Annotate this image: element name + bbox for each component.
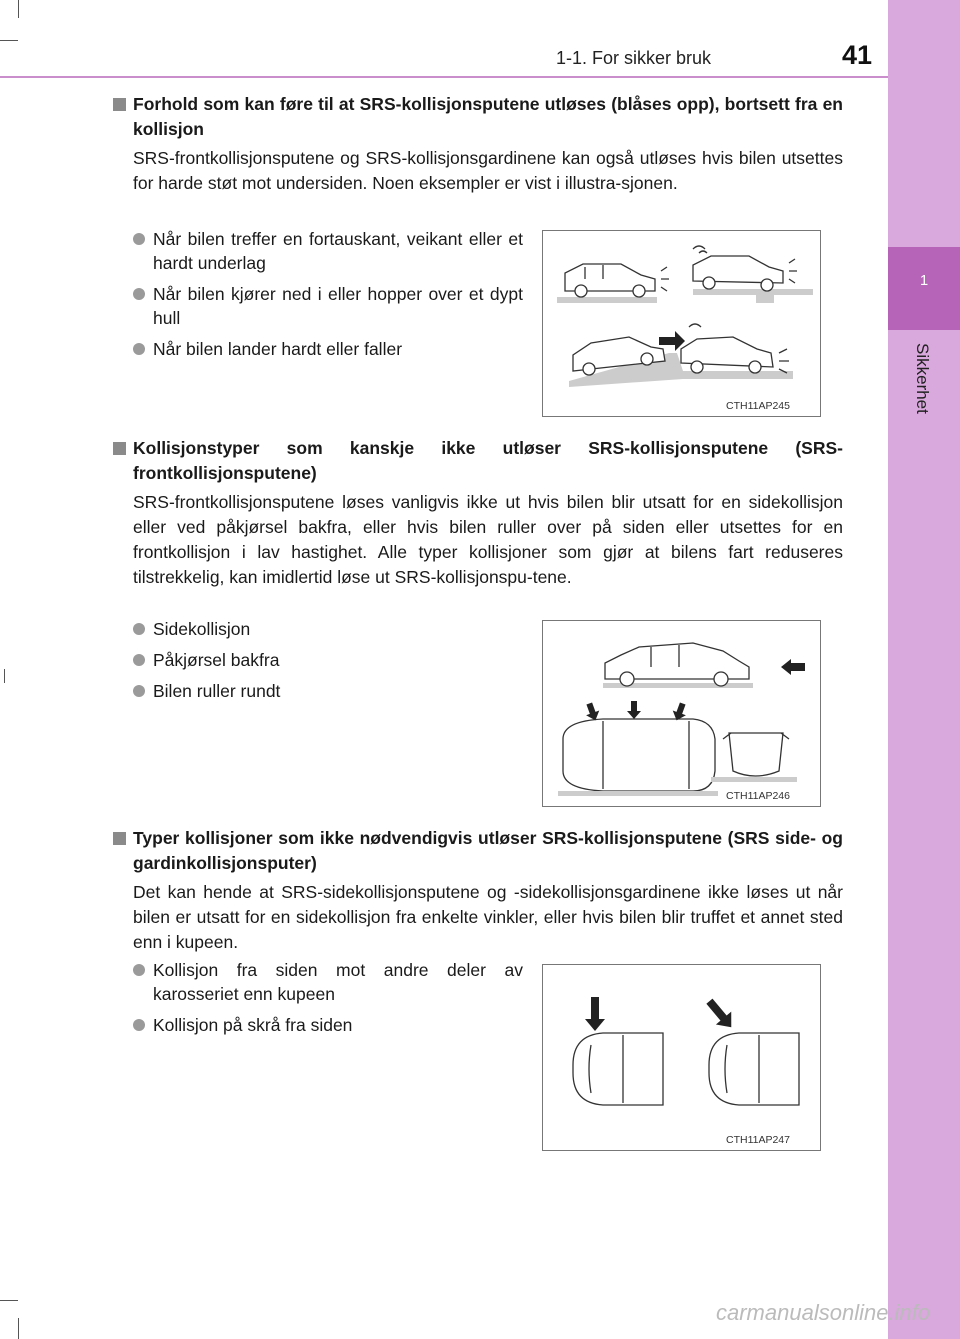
section-paragraph: SRS-frontkollisjonsputene løses vanligvis ikke ut hvis bilen blir utsatt for en sidekollisjon eller ved påkjørsel bakfra, eller hvis bilen ruller over på siden eller utsettes for en frontkollisjon i lav hastighet. Alle typer kollisjoner som gjør at bilens fart reduseres tilstrekkelig, kan imidlertid løse ut SRS-kollisjonspu-tene. bbox=[133, 492, 843, 587]
header-rule bbox=[0, 76, 888, 78]
illustration-ground-impact bbox=[542, 230, 821, 417]
chapter-sidebar bbox=[888, 0, 960, 1339]
chapter-name: Sikkerhet bbox=[913, 343, 932, 414]
bullet-dot-icon bbox=[133, 964, 145, 976]
bullet-list-3 bbox=[133, 958, 523, 1044]
list-item-text: Påkjørsel bakfra bbox=[153, 650, 280, 670]
section-title: 1-1. For sikker bruk bbox=[556, 48, 712, 68]
heading-text: Typer kollisjoner som ikke nødvendigvis utløser SRS-kollisjonsputene (SRS side- og gardinkollisjonsputer) bbox=[133, 828, 843, 873]
list-item bbox=[133, 648, 523, 672]
bullet-dot-icon bbox=[133, 623, 145, 635]
crop-mark bbox=[4, 669, 5, 683]
bullet-dot-icon bbox=[133, 654, 145, 666]
car-impact-drawing bbox=[543, 231, 820, 416]
list-item bbox=[133, 227, 523, 275]
square-bullet-icon bbox=[113, 98, 126, 111]
page-number: 41 bbox=[842, 40, 873, 70]
bullet-dot-icon bbox=[133, 288, 145, 300]
list-item-text: Sidekollisjon bbox=[153, 619, 251, 639]
car-side-angle-drawing bbox=[543, 965, 820, 1150]
bullet-dot-icon bbox=[133, 343, 145, 355]
heading-text: Kollisjonstyper som kanskje ikke utløser SRS-kollisjonsputene (SRS-frontkollisjonsputene) bbox=[133, 438, 843, 483]
square-bullet-icon bbox=[113, 442, 126, 455]
list-item bbox=[133, 282, 523, 330]
section-2 bbox=[113, 436, 843, 590]
figure-code: CTH11AP245 bbox=[725, 400, 790, 412]
list-item-text: Bilen ruller rundt bbox=[153, 681, 281, 701]
heading-text: Forhold som kan føre til at SRS-kollisjonsputene utløses (blåses opp), bortsett fra en kollisjon bbox=[133, 94, 843, 139]
list-item-text: Når bilen treffer en fortauskant, veikant eller et hardt underlag bbox=[153, 229, 523, 273]
crop-mark bbox=[0, 1300, 18, 1301]
crop-mark bbox=[18, 0, 19, 18]
square-bullet-icon bbox=[113, 832, 126, 845]
section-heading bbox=[113, 436, 843, 486]
crop-mark bbox=[18, 1318, 19, 1339]
footer-watermark: carmanualsonline.info bbox=[716, 1300, 931, 1325]
section-3 bbox=[113, 826, 843, 955]
section-heading bbox=[113, 92, 843, 142]
bullet-list-1 bbox=[133, 227, 523, 368]
chapter-number: 1 bbox=[919, 272, 929, 289]
illustration-side-angle bbox=[542, 964, 821, 1151]
bullet-dot-icon bbox=[133, 233, 145, 245]
list-item-text: Kollisjon på skrå fra siden bbox=[153, 1015, 353, 1035]
figure-code: CTH11AP247 bbox=[725, 1134, 790, 1146]
list-item bbox=[133, 679, 523, 703]
car-collision-drawing bbox=[543, 621, 820, 806]
list-item bbox=[133, 958, 523, 1006]
bullet-dot-icon bbox=[133, 685, 145, 697]
bullet-list-2 bbox=[133, 617, 523, 710]
list-item-text: Når bilen lander hardt eller faller bbox=[153, 339, 403, 359]
section-1 bbox=[113, 92, 843, 196]
list-item-text: Kollisjon fra siden mot andre deler av karosseriet enn kupeen bbox=[153, 960, 523, 1004]
list-item-text: Når bilen kjører ned i eller hopper over et dypt hull bbox=[153, 284, 523, 328]
bullet-dot-icon bbox=[133, 1019, 145, 1031]
list-item bbox=[133, 617, 523, 641]
section-paragraph: Det kan hende at SRS-sidekollisjonsputene og -sidekollisjonsgardinene ikke løses ut når bilen er utsatt for en sidekollisjon fra enkelte vinkler, eller hvis bilen blir truffet et annet sted enn i kupeen. bbox=[133, 882, 843, 952]
section-heading bbox=[113, 826, 843, 876]
figure-code: CTH11AP246 bbox=[725, 790, 790, 802]
list-item bbox=[133, 337, 523, 361]
crop-mark bbox=[0, 40, 18, 41]
list-item bbox=[133, 1013, 523, 1037]
illustration-collision-types bbox=[542, 620, 821, 807]
section-paragraph: SRS-frontkollisjonsputene og SRS-kollisjonsgardinene kan også utløses hvis bilen utsettes for harde støt mot undersiden. Noen eksempler er vist i illustra-sjonen. bbox=[133, 148, 843, 193]
